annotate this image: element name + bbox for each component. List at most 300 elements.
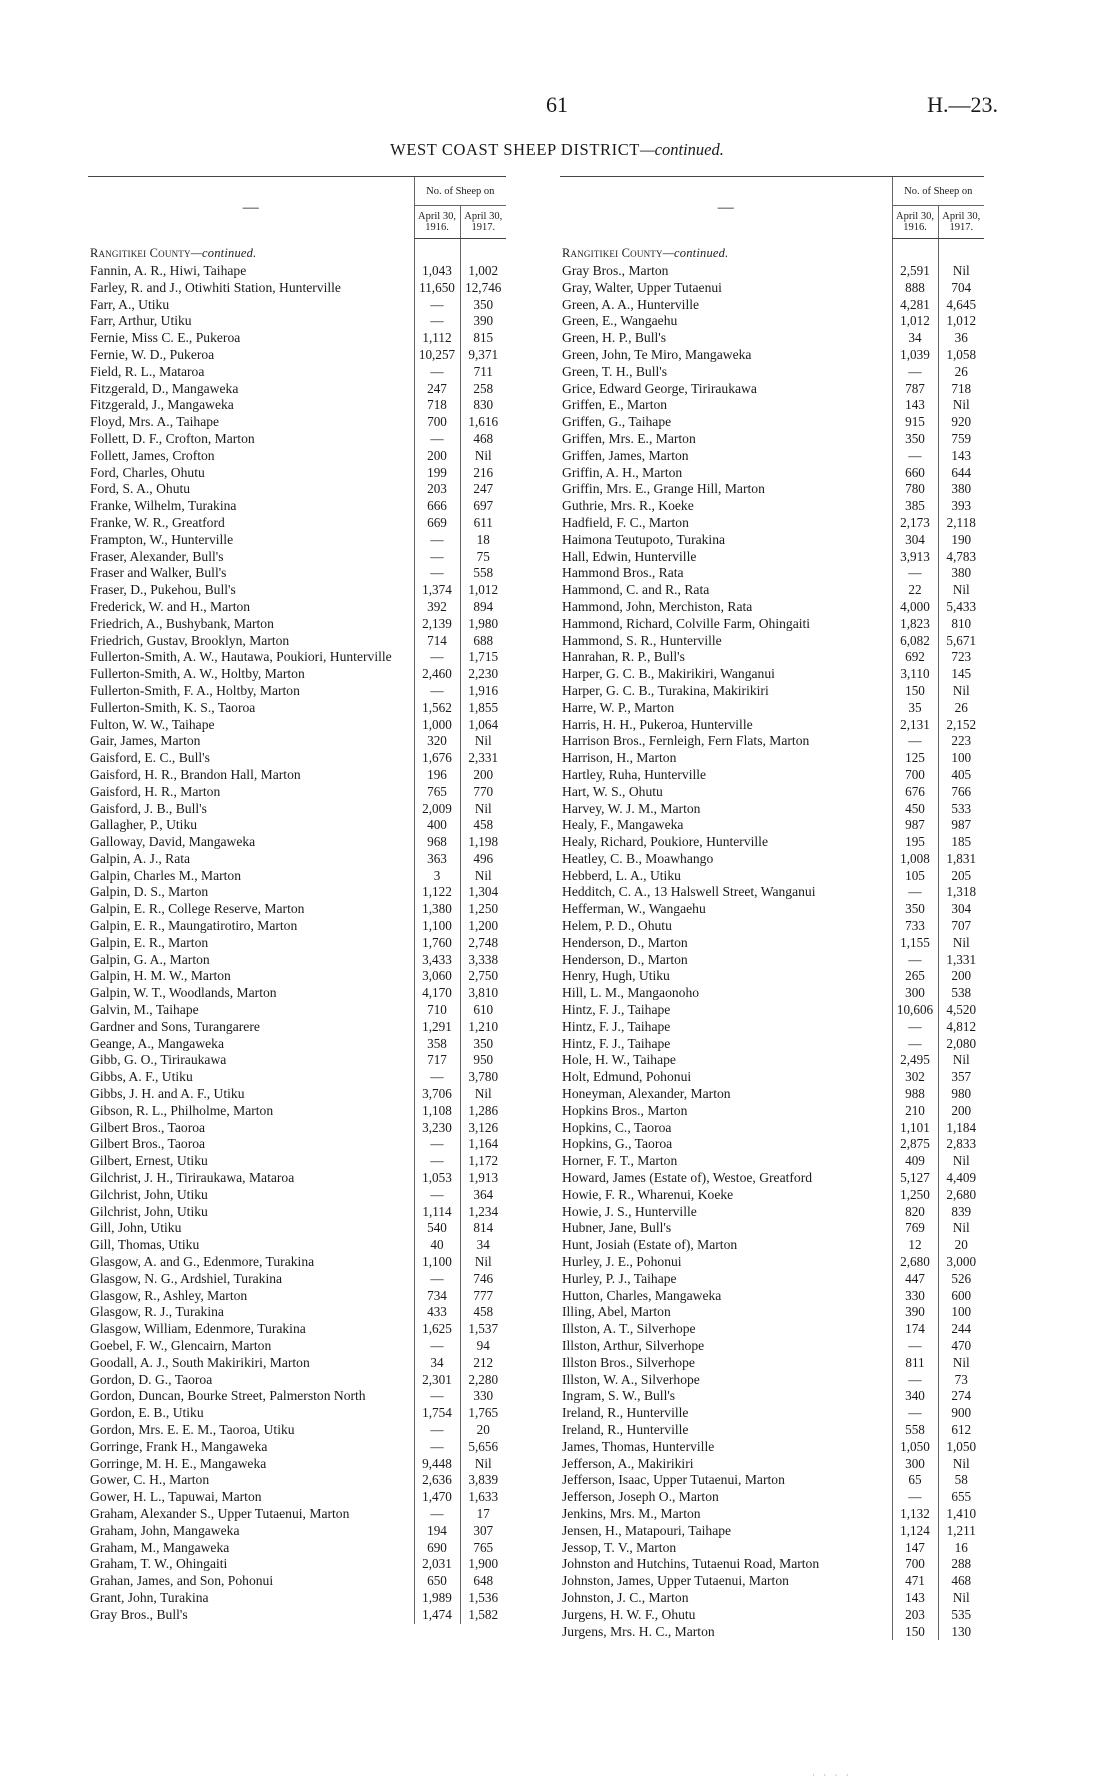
column-header-1916: April 30, 1916. [414,206,460,239]
sheep-1917: 2,750 [460,968,506,985]
owner-name: Friedrich, A., Bushybank, Marton [90,615,274,631]
sheep-1916: 710 [414,1002,460,1019]
owner-name: Goodall, A. J., South Makirikiri, Marton [90,1354,310,1370]
sheep-1917: 766 [938,784,984,801]
table-row [560,851,984,868]
table-row [88,481,506,498]
owner-name: Farr, A., Utiku [90,296,170,312]
sheep-1916: 666 [414,498,460,515]
table-row [88,1405,506,1422]
sheep-1917: 655 [938,1489,984,1506]
sheep-1916: 385 [892,498,938,515]
table-row [560,515,984,532]
sheep-1917: 1,616 [460,414,506,431]
table-row [560,1405,984,1422]
table-row [88,1103,506,1120]
sheep-1916: 1,050 [892,1439,938,1456]
sheep-1917: 1,980 [460,616,506,633]
sheep-1917: Nil [460,868,506,885]
table-row [560,733,984,750]
owner-name: Glasgow, R., Ashley, Marton [90,1287,248,1303]
sheep-1916: 717 [414,1052,460,1069]
owner-name: Gilbert Bros., Taoroa [90,1136,206,1152]
owner-name: Graham, John, Mangaweka [90,1522,240,1538]
sheep-1917: 212 [460,1355,506,1372]
sheep-1916: 147 [892,1540,938,1557]
sheep-1916: 340 [892,1388,938,1405]
owner-name: Ford, S. A., Ohutu [90,481,191,497]
sheep-1917: 2,080 [938,1036,984,1053]
sheep-1917: 185 [938,834,984,851]
owner-name: Follett, James, Crofton [90,447,215,463]
sheep-1917: Nil [460,448,506,465]
sheep-1917: 1,916 [460,683,506,700]
right-sheep-table [560,176,984,1640]
table-row [560,1271,984,1288]
owner-name: Frederick, W. and H., Marton [90,598,251,614]
owner-name: Gilchrist, John, Utiku [90,1203,208,1219]
table-row [88,1472,506,1489]
owner-name: Ford, Charles, Ohutu [90,464,205,480]
sheep-1916: 203 [892,1607,938,1624]
sheep-1916: 350 [892,901,938,918]
owner-name: Ireland, R., Hunterville [562,1421,689,1437]
sheep-1916: 302 [892,1069,938,1086]
sheep-1916: 3,110 [892,666,938,683]
sheep-1916: — [892,1489,938,1506]
sheep-1917: 100 [938,750,984,767]
table-row [560,1355,984,1372]
sheep-1917: 526 [938,1271,984,1288]
owner-name: Haimona Teutupoto, Turakina [562,531,726,547]
sheep-1916: 350 [892,431,938,448]
sheep-1916: 690 [414,1540,460,1557]
sheep-1917: 1,050 [938,1439,984,1456]
owner-name: Hammond Bros., Rata [562,565,684,581]
owner-name: Gray Bros., Marton [562,263,669,278]
owner-name: Jessop, T. V., Marton [562,1539,677,1555]
page-corner-mark: · · · · [812,1770,852,1780]
sheep-1916: 2,131 [892,717,938,734]
table-row [88,1506,506,1523]
owner-name: Howard, James (Estate of), Westoe, Greatford [562,1170,813,1186]
owner-name: Harre, W. P., Marton [562,699,675,715]
sheep-1917: 1,184 [938,1120,984,1137]
sheep-1916: 203 [414,481,460,498]
owner-name: Healy, Richard, Poukiore, Hunterville [562,834,768,850]
owner-name: Hurley, J. E., Pohonui [562,1254,682,1270]
table-row [88,1304,506,1321]
sheep-1917: 1,198 [460,834,506,851]
owner-name: Guthrie, Mrs. R., Koeke [562,498,694,514]
sheep-1917: 718 [938,381,984,398]
table-row [88,750,506,767]
table-row [560,1523,984,1540]
table-row [88,364,506,381]
sheep-1916: 2,139 [414,616,460,633]
sheep-1917: 34 [460,1237,506,1254]
sheep-1916: 125 [892,750,938,767]
sheep-1917: 648 [460,1573,506,1590]
sheep-1916: 1,112 [414,330,460,347]
table-row [560,465,984,482]
sheep-1916: 1,625 [414,1321,460,1338]
table-row [88,834,506,851]
owner-name: Galvin, M., Taihape [90,1002,199,1018]
sheep-1916: 471 [892,1573,938,1590]
sheep-1917: 3,126 [460,1120,506,1137]
sheep-1917: Nil [460,1086,506,1103]
table-row [560,498,984,515]
sheep-1916: 1,374 [414,582,460,599]
sheep-1916: 11,650 [414,280,460,297]
sheep-1917: 3,000 [938,1254,984,1271]
table-row [88,649,506,666]
sheep-1916: 669 [414,515,460,532]
sheep-1916: 733 [892,918,938,935]
table-row [560,1153,984,1170]
left-sheep-table [88,176,506,1624]
sheep-1916: 820 [892,1204,938,1221]
sheep-1916: 3 [414,868,460,885]
owner-name: Green, H. P., Bull's [562,330,667,346]
owner-name: Hurley, P. J., Taihape [562,1270,677,1286]
sheep-1916: — [892,1019,938,1036]
owner-name: Hopkins, G., Taoroa [562,1136,673,1152]
sheep-1916: — [892,1405,938,1422]
owner-name: Illston, Arthur, Silverhope [562,1338,705,1353]
owner-name: Hintz, F. J., Taihape [562,1035,671,1051]
sheep-1917: 274 [938,1388,984,1405]
sheep-1916: 734 [414,1288,460,1305]
table-row [560,717,984,734]
sheep-1916: 150 [892,683,938,700]
table-row [88,1540,506,1557]
owner-name: Johnston, James, Upper Tutaenui, Marton [562,1573,789,1589]
sheep-1916: 34 [414,1355,460,1372]
sheep-1917: Nil [938,1153,984,1170]
sheep-1917: 815 [460,330,506,347]
table-row [88,1002,506,1019]
sheep-1916: 10,257 [414,347,460,364]
sheep-1916: — [414,313,460,330]
owner-name: Glasgow, N. G., Ardshiel, Turakina [90,1270,283,1286]
sheep-1917: 533 [938,801,984,818]
sheep-1916: — [414,1271,460,1288]
sheep-1917: 4,409 [938,1170,984,1187]
sheep-1916: 1,380 [414,901,460,918]
sheep-1917: 4,645 [938,297,984,314]
right-table-body [560,239,984,1641]
sheep-1917: 26 [938,364,984,381]
table-row [88,330,506,347]
owner-name: Honeyman, Alexander, Marton [562,1086,731,1102]
sheep-1916: — [892,884,938,901]
owner-name: Follett, D. F., Crofton, Marton [90,430,255,446]
owner-name: Gaisford, H. R., Brandon Hall, Marton [90,766,301,782]
table-row [88,1170,506,1187]
sheep-1917: 1,164 [460,1136,506,1153]
sheep-1916: 3,230 [414,1120,460,1137]
sheep-1917: 3,338 [460,952,506,969]
sheep-1916: 1,474 [414,1607,460,1624]
sheep-1917: 1,633 [460,1489,506,1506]
sheep-1916: — [414,364,460,381]
owner-name: Goebel, F. W., Glencairn, Marton [90,1338,272,1353]
sheep-1917: 765 [460,1540,506,1557]
sheep-1916: 5,127 [892,1170,938,1187]
sheep-1917: 26 [938,700,984,717]
sheep-1917: Nil [938,1220,984,1237]
table-row [88,817,506,834]
table-row [88,1052,506,1069]
sheep-1916: 787 [892,381,938,398]
sheep-1916: 143 [892,397,938,414]
sheep-1916: 1,053 [414,1170,460,1187]
sheep-1917: Nil [460,801,506,818]
sheep-1916: 247 [414,381,460,398]
table-row [560,1338,984,1355]
owner-name: Galpin, E. R., College Reserve, Marton [90,901,305,917]
table-row [560,347,984,364]
table-row [88,1556,506,1573]
table-row [560,582,984,599]
table-row [560,1372,984,1389]
table-row [560,1321,984,1338]
sheep-1916: 1,108 [414,1103,460,1120]
owner-name: Holt, Edmund, Pohonui [562,1069,692,1085]
sheep-1916: 35 [892,700,938,717]
table-row [88,1254,506,1271]
sheep-1917: 770 [460,784,506,801]
sheep-1917: 610 [460,1002,506,1019]
sheep-1916: 1,754 [414,1405,460,1422]
owner-name: Johnston and Hutchins, Tutaenui Road, Marton [562,1556,820,1572]
owner-name: Gibb, G. O., Tiriraukawa [90,1052,227,1068]
sheep-1917: Nil [938,1052,984,1069]
sheep-1916: 660 [892,465,938,482]
table-row [88,1456,506,1473]
sheep-1917: 1,537 [460,1321,506,1338]
sheep-1916: 987 [892,817,938,834]
owner-name: Hedditch, C. A., 13 Halswell Street, Wanganui [562,884,816,900]
sheep-1917: 205 [938,868,984,885]
sheep-1916: 2,031 [414,1556,460,1573]
table-row [88,313,506,330]
owner-name: Harper, G. C. B., Makirikiri, Wanganui [562,666,775,682]
sheep-1916: 10,606 [892,1002,938,1019]
owner-name: Farr, Arthur, Utiku [90,313,192,329]
owner-name: Hopkins Bros., Marton [562,1102,688,1118]
owner-name: Hall, Edwin, Hunterville [562,548,697,564]
owner-name: Hart, W. S., Ohutu [562,783,663,799]
sheep-1916: — [414,1153,460,1170]
sheep-1916: — [892,1338,938,1355]
sheep-1917: 1,536 [460,1590,506,1607]
owner-name: Fullerton-Smith, K. S., Taoroa [90,699,256,715]
owner-name: Gair, James, Marton [90,733,201,749]
sheep-1916: 195 [892,834,938,851]
sheep-1916: 330 [892,1288,938,1305]
sheep-1917: 143 [938,448,984,465]
sheep-1916: — [414,532,460,549]
sheep-1916: 540 [414,1220,460,1237]
table-row [560,1237,984,1254]
owner-name: Graham, M., Mangaweka [90,1539,230,1555]
table-row [560,481,984,498]
table-row [560,414,984,431]
sheep-1916: 12 [892,1237,938,1254]
sheep-1916: 1,250 [892,1187,938,1204]
table-row [560,1036,984,1053]
sheep-1917: 1,318 [938,884,984,901]
owner-name: Glasgow, R. J., Turakina [90,1304,224,1320]
owner-name: Galpin, E. R., Maungatirotiro, Marton [90,918,298,934]
sheep-1917: 810 [938,616,984,633]
table-row [560,834,984,851]
table-row [88,985,506,1002]
owner-name: Horner, F. T., Marton [562,1153,678,1169]
sheep-1917: 223 [938,733,984,750]
owner-name: Griffen, Mrs. E., Marton [562,430,696,446]
owner-name: Jurgens, H. W. F., Ohutu [562,1606,696,1622]
sheep-1916: 1,043 [414,263,460,280]
sheep-1916: 714 [414,633,460,650]
sheep-1916: 700 [414,414,460,431]
sheep-1917: Nil [938,1456,984,1473]
table-row [88,280,506,297]
owner-name: Gaisford, E. C., Bull's [90,750,210,766]
owner-name: Griffen, James, Marton [562,447,689,463]
sheep-1917: Nil [938,683,984,700]
owner-name: Hammond, C. and R., Rata [562,582,710,598]
owner-name: Howie, J. S., Hunterville [562,1203,697,1219]
table-row [88,448,506,465]
sheep-1916: 300 [892,1456,938,1473]
owner-name: Gower, C. H., Marton [90,1472,210,1488]
table-row [88,868,506,885]
table-row [88,565,506,582]
sheep-1917: 1,715 [460,649,506,666]
owner-name: Galpin, G. A., Marton [90,951,210,967]
owner-name: Graham, Alexander S., Upper Tutaenui, Marton [90,1505,350,1521]
table-row [88,1120,506,1137]
sheep-1916: — [892,1036,938,1053]
table-row [560,263,984,280]
table-row [88,532,506,549]
table-row [560,784,984,801]
owner-name: Green, E., Wangaehu [562,313,678,329]
owner-name: Johnston, J. C., Marton [562,1589,689,1605]
sheep-1917: 1,250 [460,901,506,918]
sheep-1916: 1,124 [892,1523,938,1540]
page-title [0,140,1114,160]
sheep-1916: 3,706 [414,1086,460,1103]
table-row [560,868,984,885]
sheep-1917: 4,783 [938,549,984,566]
sheep-1916: 1,470 [414,1489,460,1506]
table-row [560,1439,984,1456]
sheep-1917: 200 [460,767,506,784]
owner-name: Floyd, Mrs. A., Taihape [90,414,220,430]
sheep-1917: 707 [938,918,984,935]
sheep-1917: 258 [460,381,506,398]
owner-name: Gibbs, J. H. and A. F., Utiku [90,1086,245,1102]
table-row [88,431,506,448]
owner-name: Gray, Walter, Upper Tutaenui [562,279,722,295]
owner-name: Hopkins, C., Taoroa [562,1119,672,1135]
sheep-1916: 9,448 [414,1456,460,1473]
county-heading-row [88,245,506,263]
sheep-1917: 1,064 [460,717,506,734]
sheep-1917: 600 [938,1288,984,1305]
table-row [560,364,984,381]
owner-name: Healy, F., Mangaweka [562,817,684,833]
table-row [560,1506,984,1523]
sheep-1917: 216 [460,465,506,482]
sheep-1916: 210 [892,1103,938,1120]
table-row [88,801,506,818]
owner-name: Gilbert Bros., Taoroa [90,1119,206,1135]
table-row [88,1573,506,1590]
table-row [560,1103,984,1120]
table-row [88,1523,506,1540]
sheep-1917: 458 [460,1304,506,1321]
table-row [560,381,984,398]
sheep-1916: 174 [892,1321,938,1338]
sheep-1916: — [414,1422,460,1439]
sheep-1916: 558 [892,1422,938,1439]
sheep-1917: 17 [460,1506,506,1523]
owner-name: Harper, G. C. B., Turakina, Makirikiri [562,682,769,698]
owner-name: Fulton, W. W., Taihape [90,716,215,732]
sheep-1917: 1,012 [460,582,506,599]
sheep-1917: 350 [460,297,506,314]
county-heading: Rangitikei County [562,246,663,260]
table-row [560,985,984,1002]
sheep-1917: 364 [460,1187,506,1204]
left-table-body [88,239,506,1624]
sheep-1916: 194 [414,1523,460,1540]
sheep-1917: 350 [460,1036,506,1053]
owner-name: Hadfield, F. C., Marton [562,514,689,530]
owner-name: Fitzgerald, D., Mangaweka [90,380,239,396]
sheep-1916: 105 [892,868,938,885]
sheep-1917: 145 [938,666,984,683]
sheep-1916: 2,460 [414,666,460,683]
owner-name: Gower, H. L., Tapuwai, Marton [90,1489,262,1505]
sheep-1916: 1,122 [414,884,460,901]
table-row [560,1120,984,1137]
sheep-1916: 2,301 [414,1372,460,1389]
sheep-1917: 20 [938,1237,984,1254]
table-row [88,347,506,364]
table-row [560,1220,984,1237]
sheep-1916: 1,012 [892,313,938,330]
owner-name: Hefferman, W., Wangaehu [562,901,706,917]
table-row [560,313,984,330]
owner-name: Illing, Abel, Marton [562,1304,671,1320]
sheep-1916: 4,281 [892,297,938,314]
sheep-1916: 888 [892,280,938,297]
sheep-1916: — [892,1372,938,1389]
table-row [88,1338,506,1355]
table-row [560,549,984,566]
sheep-1916: 780 [892,481,938,498]
owner-name: Henderson, D., Marton [562,951,688,967]
sheep-1917: 697 [460,498,506,515]
table-row [88,1607,506,1624]
